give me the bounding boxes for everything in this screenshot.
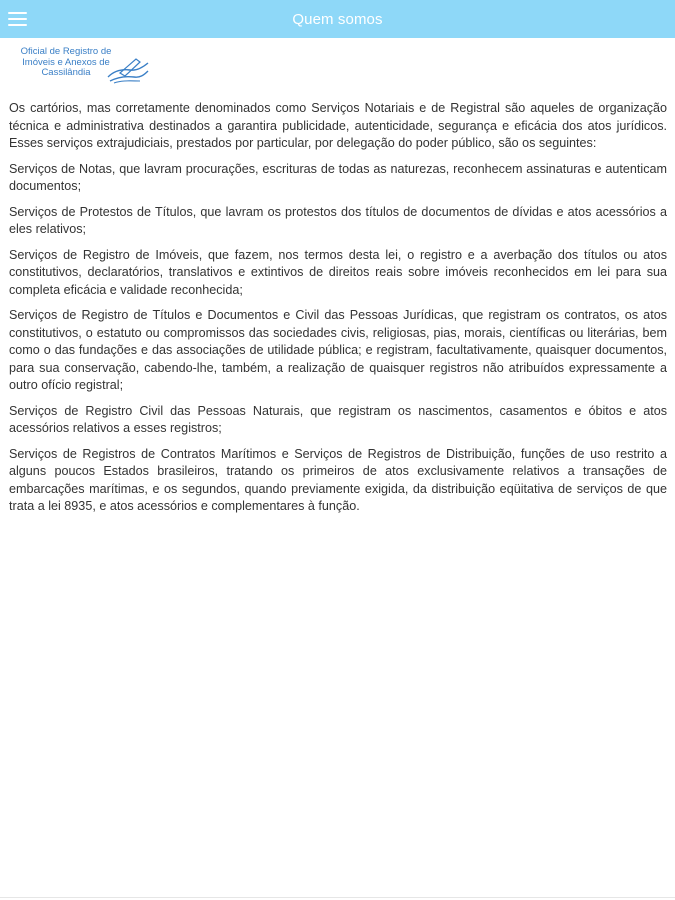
paragraph-intro: Os cartórios, mas corretamente denominados como Serviços Notariais e de Registral são aqueles de organização técnica e administrativa destinados a garantira publicidade, autenticidade, segurança e eficácia dos atos jurídicos. Esses serviços extrajudiciais, prestados por particular, por delegação do poder público, são os seguintes: [9,101,667,150]
logo-line-3: Cassilândia [41,67,91,78]
hamburger-menu-icon[interactable] [8,8,30,30]
paragraph-contratos-maritimos: Serviços de Registros de Contratos Marítimos e Serviços de Registros de Distribuição, funções de uso restrito a alguns poucos Estados brasileiros, tratando os primeiros de atos exclusivamente relativos a transações de embarcações marítimas, e os segundos, quando previamente exigida, da distribuição eqüitativa de serviços de que trata a lei 8935, e atos acessórios e complementares à função. [9,446,667,513]
about-content [9,100,667,524]
paragraph-registro-imoveis: Serviços de Registro de Imóveis, que fazem, nos termos desta lei, o registro e a averbação dos títulos ou atos constitutivos, declaratórios, translativos e extintivos de direitos reais sobre imóveis reconhecidos em lei para sua completa eficácia e validade reconhecida; [9,247,667,297]
paragraph-registro-civil: Serviços de Registro Civil das Pessoas Naturais, que registram os nascimentos, casamentos e óbitos e atos acessórios relativos a esses registros; [9,403,667,435]
logo-line-1: Oficial de Registro de [20,46,112,57]
paragraph-notas: Serviços de Notas, que lavram procurações, escrituras de todas as naturezas, reconhecem assinaturas e autenticam documentos; [9,161,667,193]
logo-line-2: Imóveis e Anexos de [22,56,110,68]
paragraph-titulos-documentos: Serviços de Registro de Títulos e Documentos e Civil das Pessoas Jurídicas, que registram os contratos, os atos constitutivos, o estatuto ou compromissos das sociedades civis, religiosas, pias, morais, científicas ou literárias, bem como o das fundações e das associações de utilidade pública; e registram, facultativamente, quaisquer documentos, para sua conservação, cabendo-lhe, também, a realização de quaisquer registros não atribuídos expressamente a outro ofício registral; [9,308,667,392]
hand-with-pen-icon [106,55,150,85]
app-bar [0,0,675,38]
paragraph-protestos: Serviços de Protestos de Títulos, que lavram os protestos dos títulos de documentos de dívidas e atos acessórios a eles relativos; [9,204,667,236]
registry-logo [10,47,150,89]
page-title: Quem somos [292,10,383,28]
bottom-divider [0,897,675,898]
